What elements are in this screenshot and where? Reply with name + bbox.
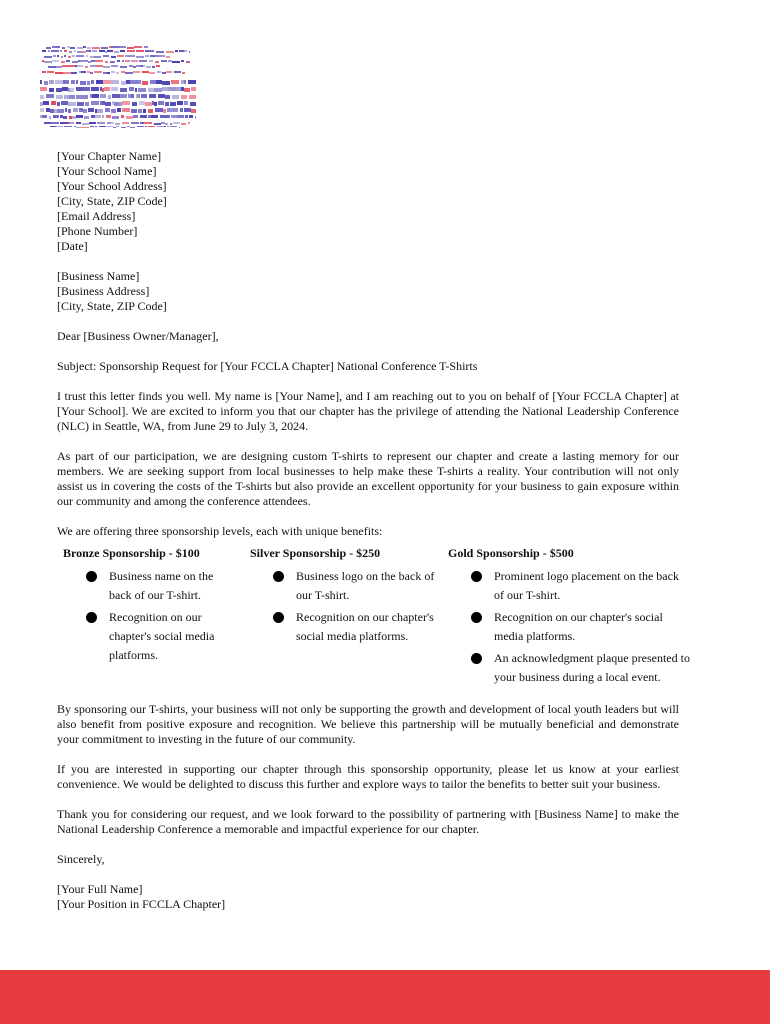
thanks-paragraph: Thank you for considering our request, and we look forward to the possibility of partnering with [Business Name] to make the National Leadership Conference a memorable and impactful experience for our chapter.: [57, 807, 679, 836]
list-item: Recognition on our chapter's social media platforms.: [442, 608, 690, 646]
bullet-icon: [273, 612, 284, 623]
tier-title: Silver Sponsorship - $250: [250, 546, 381, 560]
sender-line: [Your School Name]: [57, 164, 157, 178]
bullet-icon: [86, 612, 97, 623]
sender-line: [Email Address]: [57, 209, 136, 223]
list-item: Business logo on the back of our T-shirt.: [244, 567, 436, 605]
list-item: Recognition on our chapter's social media platforms.: [57, 608, 237, 665]
bullet-icon: [86, 571, 97, 582]
list-item: Prominent logo placement on the back of our T-shirt.: [442, 567, 690, 605]
sponsorship-levels: [57, 546, 690, 702]
recipient-block: [57, 269, 679, 314]
bullet-icon: [471, 653, 482, 664]
signature-line: [Your Full Name]: [57, 882, 143, 896]
logo-image: [40, 44, 198, 130]
list-item: Business name on the back of our T-shirt.: [57, 567, 237, 605]
bullet-icon: [471, 571, 482, 582]
recipient-line: [Business Address]: [57, 284, 150, 298]
tier-bronze: [57, 546, 237, 668]
intro-paragraph: I trust this letter finds you well. My name is [Your Name], and I am reaching out to you on behalf of [Your FCCLA Chapter] at [Your School]. We are excited to inform you that our chapter has the privilege of attending the National Leadership Conference (NLC) in Seattle, WA, from June 29 to July 3, 2024.: [57, 389, 679, 433]
list-item: Recognition on our chapter's social media platforms.: [244, 608, 436, 646]
tier-title: Gold Sponsorship - $500: [448, 546, 574, 560]
tier-benefits: [442, 567, 690, 687]
bullet-icon: [273, 571, 284, 582]
sender-block: [57, 149, 679, 254]
letter-body: [57, 149, 690, 912]
tier-gold: [442, 546, 690, 690]
sender-line: [Phone Number]: [57, 224, 138, 238]
sender-line: [Your Chapter Name]: [57, 149, 162, 163]
tier-title: Bronze Sponsorship - $100: [63, 546, 200, 560]
sender-line: [City, State, ZIP Code]: [57, 194, 167, 208]
sender-line: [Your School Address]: [57, 179, 167, 193]
bullet-icon: [471, 612, 482, 623]
signature-line: [Your Position in FCCLA Chapter]: [57, 897, 226, 911]
levels-intro: We are offering three sponsorship levels, each with unique benefits:: [57, 524, 383, 538]
tier-benefits: [244, 567, 436, 646]
footer-bar: [0, 970, 770, 1024]
recipient-line: [Business Name]: [57, 269, 140, 283]
recipient-line: [City, State, ZIP Code]: [57, 299, 167, 313]
salutation: Dear [Business Owner/Manager],: [57, 329, 219, 343]
closing: Sincerely,: [57, 852, 105, 866]
list-item: An acknowledgment plaque presented to your business during a local event.: [442, 649, 690, 687]
signature-block: [57, 882, 679, 912]
tier-benefits: [57, 567, 237, 665]
interest-paragraph: If you are interested in supporting our chapter through this sponsorship opportunity, please let us know at your earliest convenience. We would be delighted to discuss this further and explore ways to tailor the benefits to better suit your business.: [57, 762, 679, 791]
benefit-paragraph: By sponsoring our T-shirts, your business will not only be supporting the growth and development of local youth leaders but will also benefit from positive exposure and recognition. We believe this partnership will be mutually beneficial and demonstrate your commitment to investing in the future of our community.: [57, 702, 679, 746]
participation-paragraph: As part of our participation, we are designing custom T-shirts to represent our chapter and create a lasting memory for our members. We are seeking support from local businesses to help make these T-shirts a reality. Your contribution will not only assist us in covering the costs of the T-shirts but also provide an excellent opportunity for your business to gain exposure within our community and among the conference attendees.: [57, 449, 679, 508]
sender-line: [Date]: [57, 239, 88, 253]
tier-silver: [244, 546, 436, 649]
subject-line: Subject: Sponsorship Request for [Your FCCLA Chapter] National Conference T-Shirts: [57, 359, 478, 373]
